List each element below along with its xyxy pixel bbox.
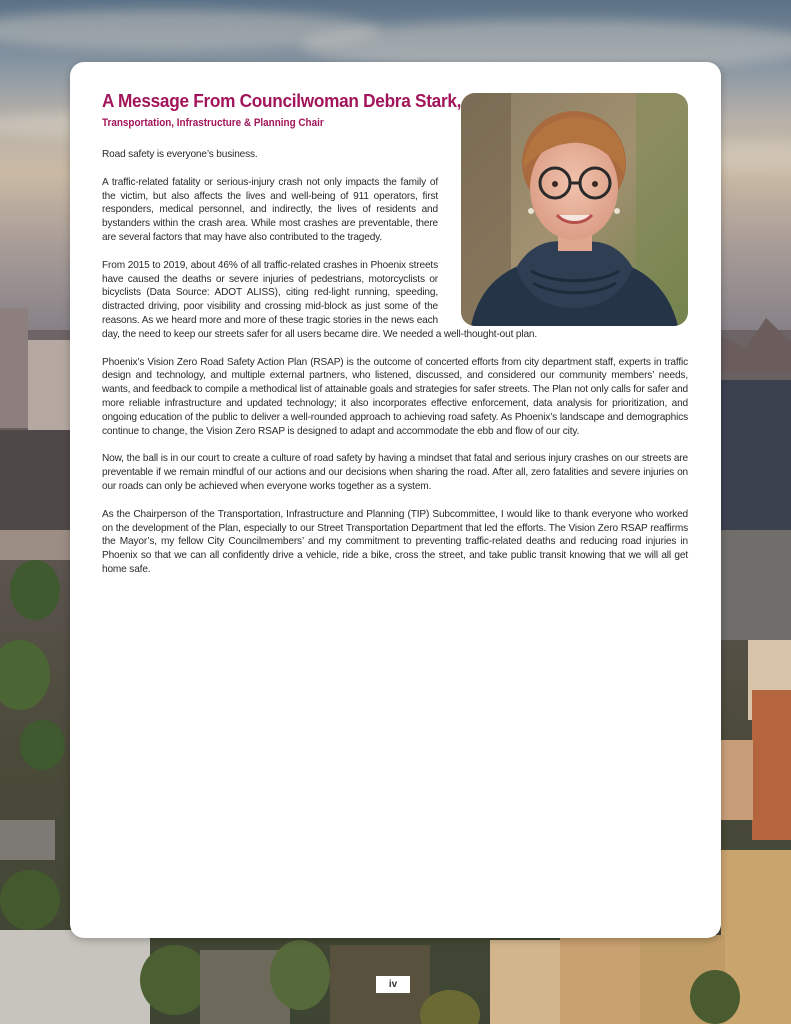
paragraph: Now, the ball is in our court to create a culture of road safety by having a mindset that fatal and serious injury crashes on our streets are preventable if we remain mindful of our actions and our decisions when sharing the road. After all, zero fatalities and severe injuries on our roads can only be achieved when everyone works together as a system. [102, 453, 688, 492]
building [752, 690, 791, 840]
building [0, 530, 70, 560]
page-number: iv [376, 976, 410, 993]
building [0, 430, 70, 530]
building [721, 530, 791, 640]
paragraph: A traffic-related fatality or serious-injury crash not only impacts the family of the victim, but also affects the lives and well-being of 911 operators, first responders, medical personnel, and indirectly, the lives of residents and bystanders within the crash area. While most crashes are preventable, there are several factors that may have also contributed to the tragedy. [102, 176, 438, 243]
message-card [70, 62, 721, 938]
paragraph: As the Chairperson of the Transportation, Infrastructure and Planning (TIP) Subcommittee, I would like to thank everyone who worked on the development of the Plan, especially to our Street Transportation Department that led the efforts. The Vision Zero RSAP reaffirms the Mayor’s, my fellow City Councilmembers’ and my commitment to preventing traffic-related deaths and reducing road injuries in Phoenix so that we can all confidently drive a vehicle, ride a bike, cross the street, and take public transit knowing that we will all get home safe. [102, 508, 688, 575]
page-title: A Message From Councilwoman Debra Stark, [102, 90, 462, 111]
building [560, 930, 640, 1024]
tree [10, 560, 60, 620]
tree [270, 940, 330, 1010]
building [0, 930, 150, 1024]
building [0, 308, 28, 428]
tree [690, 970, 740, 1024]
page-subtitle: Transportation, Infrastructure & Planning Chair [102, 117, 324, 129]
message-body [102, 148, 688, 591]
paragraph: Phoenix’s Vision Zero Road Safety Action Plan (RSAP) is the outcome of concerted efforts from city department staff, experts in traffic design and technology, and multiple external partners, who listened, discussed, and considered our community members’ needs, wants, and feedback to compile a methodical list of attainable goals and strategies for safer streets. The Plan not only calls for safer and more reliable infrastructure and updated technology; it also incorporates effective enforcement, data analysis for prioritization, and ongoing education of the public to deliver a well-rounded approach to achieving road safety. As Phoenix’s landscape and demographics continue to change, the Vision Zero RSAP is designed to adapt and accommodate the ebb and flow of our city. [102, 356, 688, 437]
paragraph: Road safety is everyone’s business. [102, 149, 258, 160]
tree [0, 870, 60, 930]
tree [20, 720, 65, 770]
building [721, 380, 791, 530]
paragraph: From 2015 to 2019, about 46% of all traffic-related crashes in Phoenix streets have caused the deaths or severe injuries of pedestrians, motorcyclists or bicyclists (Data Source: ADOT ALISS), citing red-light running, speeding, distracted driving, poor visibility and crossing mid-block as just some of the reasons. As we heard more and more of these tragic stories in the news each day, the need to keep our streets safer for all users became dire. We needed a well-thought-out plan. [102, 259, 538, 340]
building [721, 740, 753, 820]
building [0, 820, 55, 860]
